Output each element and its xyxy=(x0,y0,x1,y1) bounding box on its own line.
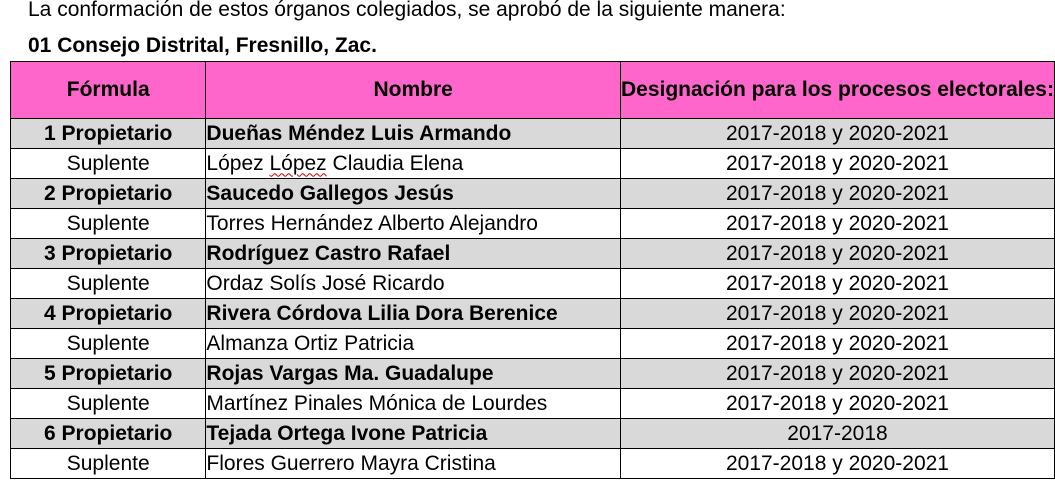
period-cell: 2017-2018 y 2020-2021 xyxy=(620,179,1054,209)
formula-cell: Suplente xyxy=(11,389,206,419)
name-cell: Rivera Córdova Lilia Dora Berenice xyxy=(206,299,621,329)
table-row xyxy=(11,299,1055,329)
period-cell: 2017-2018 y 2020-2021 xyxy=(620,149,1054,179)
period-cell: 2017-2018 xyxy=(620,419,1054,449)
name-cell: Torres Hernández Alberto Alejandro xyxy=(206,209,621,239)
table-row xyxy=(11,329,1055,359)
period-cell: 2017-2018 y 2020-2021 xyxy=(620,359,1054,389)
table-row xyxy=(11,359,1055,389)
formula-cell: Suplente xyxy=(11,449,206,479)
name-cell xyxy=(206,149,621,179)
name-cell: Martínez Pinales Mónica de Lourdes xyxy=(206,389,621,419)
table-row xyxy=(11,149,1055,179)
formula-cell: 2 Propietario xyxy=(11,179,206,209)
table-row xyxy=(11,269,1055,299)
table-row xyxy=(11,239,1055,269)
table-header-row xyxy=(11,62,1055,119)
name-cell: Rojas Vargas Ma. Guadalupe xyxy=(206,359,621,389)
table-row xyxy=(11,419,1055,449)
formula-cell: Suplente xyxy=(11,329,206,359)
name-cell: Ordaz Solís José Ricardo xyxy=(206,269,621,299)
name-cell: Tejada Ortega Ivone Patricia xyxy=(206,419,621,449)
table-row xyxy=(11,389,1055,419)
name-cell: Dueñas Méndez Luis Armando xyxy=(206,119,621,149)
name-cell: Rodríguez Castro Rafael xyxy=(206,239,621,269)
formula-cell: 3 Propietario xyxy=(11,239,206,269)
table-row xyxy=(11,449,1055,479)
period-cell: 2017-2018 y 2020-2021 xyxy=(620,329,1054,359)
table-row xyxy=(11,119,1055,149)
designations-table xyxy=(10,61,1055,479)
name-cell: Almanza Ortiz Patricia xyxy=(206,329,621,359)
formula-cell: 4 Propietario xyxy=(11,299,206,329)
period-cell: 2017-2018 y 2020-2021 xyxy=(620,299,1054,329)
formula-cell: Suplente xyxy=(11,149,206,179)
period-cell: 2017-2018 y 2020-2021 xyxy=(620,119,1054,149)
name-cell: Flores Guerrero Mayra Cristina xyxy=(206,449,621,479)
spellcheck-flagged-word: López xyxy=(269,151,327,175)
period-cell: 2017-2018 y 2020-2021 xyxy=(620,269,1054,299)
header-designacion: Designación para los procesos electorales: xyxy=(620,62,1054,119)
formula-cell: 6 Propietario xyxy=(11,419,206,449)
formula-cell: 5 Propietario xyxy=(11,359,206,389)
table-row xyxy=(11,179,1055,209)
name-part: López xyxy=(206,151,264,175)
period-cell: 2017-2018 y 2020-2021 xyxy=(620,389,1054,419)
formula-cell: Suplente xyxy=(11,269,206,299)
period-cell: 2017-2018 y 2020-2021 xyxy=(620,449,1054,479)
name-part: Claudia Elena xyxy=(332,151,464,175)
header-nombre: Nombre xyxy=(206,62,621,119)
table-row xyxy=(11,209,1055,239)
name-cell: Saucedo Gallegos Jesús xyxy=(206,179,621,209)
period-cell: 2017-2018 y 2020-2021 xyxy=(620,239,1054,269)
intro-paragraph: La conformación de estos órganos colegiados, se aprobó de la siguiente manera: xyxy=(28,0,786,21)
section-title: 01 Consejo Distrital, Fresnillo, Zac. xyxy=(28,34,377,57)
formula-cell: 1 Propietario xyxy=(11,119,206,149)
period-cell: 2017-2018 y 2020-2021 xyxy=(620,209,1054,239)
formula-cell: Suplente xyxy=(11,209,206,239)
header-formula: Fórmula xyxy=(11,62,206,119)
